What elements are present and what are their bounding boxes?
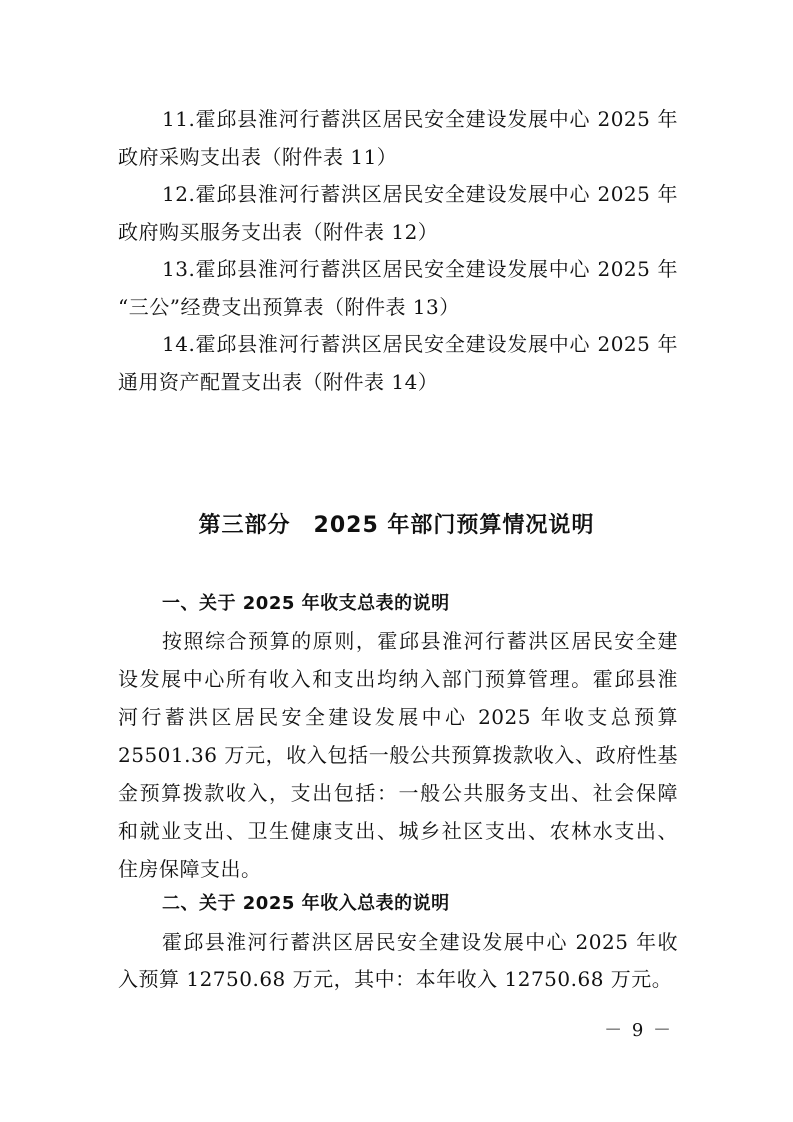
part1-line-2: 设发展中心所有收入和支出均纳入部门预算管理。霍邱县淮 (118, 667, 678, 691)
part2-line-2: 入预算 12750.68 万元，其中：本年收入 12750.68 万元。 (118, 967, 673, 991)
attachment-14-line2: 通用资产配置支出表（附件表 14） (118, 370, 439, 394)
section-title: 第三部分 2025 年部门预算情况说明 (198, 513, 595, 538)
part1-line-3: 河行蓄洪区居民安全建设发展中心 2025 年收支总预算 (118, 705, 678, 729)
part1-line-1: 按照综合预算的原则，霍邱县淮河行蓄洪区居民安全建 (162, 629, 678, 653)
part1-line-4: 25501.36 万元，收入包括一般公共预算拨款收入、政府性基 (118, 743, 678, 767)
attachment-11-line2: 政府采购支出表（附件表 11） (118, 145, 398, 169)
attachment-13-line1: 13.霍邱县淮河行蓄洪区居民安全建设发展中心 2025 年 (162, 257, 678, 281)
attachment-13-line2: “三公”经费支出预算表（附件表 13） (118, 295, 460, 319)
part1-heading: 一、关于 2025 年收支总表的说明 (162, 593, 450, 614)
attachment-12-line2: 政府购买服务支出表（附件表 12） (118, 220, 439, 244)
part1-line-6: 和就业支出、卫生健康支出、城乡社区支出、农林水支出、 (118, 819, 678, 843)
part2-heading: 二、关于 2025 年收入总表的说明 (162, 893, 450, 914)
attachment-14-line1: 14.霍邱县淮河行蓄洪区居民安全建设发展中心 2025 年 (162, 332, 678, 356)
attachment-12-line1: 12.霍邱县淮河行蓄洪区居民安全建设发展中心 2025 年 (162, 182, 678, 206)
part1-line-5: 金预算拨款收入，支出包括：一般公共服务支出、社会保障 (118, 781, 678, 805)
attachment-11-line1: 11.霍邱县淮河行蓄洪区居民安全建设发展中心 2025 年 (162, 107, 678, 131)
part1-line-7: 住房保障支出。 (118, 857, 262, 881)
page-number: － 9 － (604, 1020, 673, 1041)
part2-line-1: 霍邱县淮河行蓄洪区居民安全建设发展中心 2025 年收 (162, 930, 678, 954)
